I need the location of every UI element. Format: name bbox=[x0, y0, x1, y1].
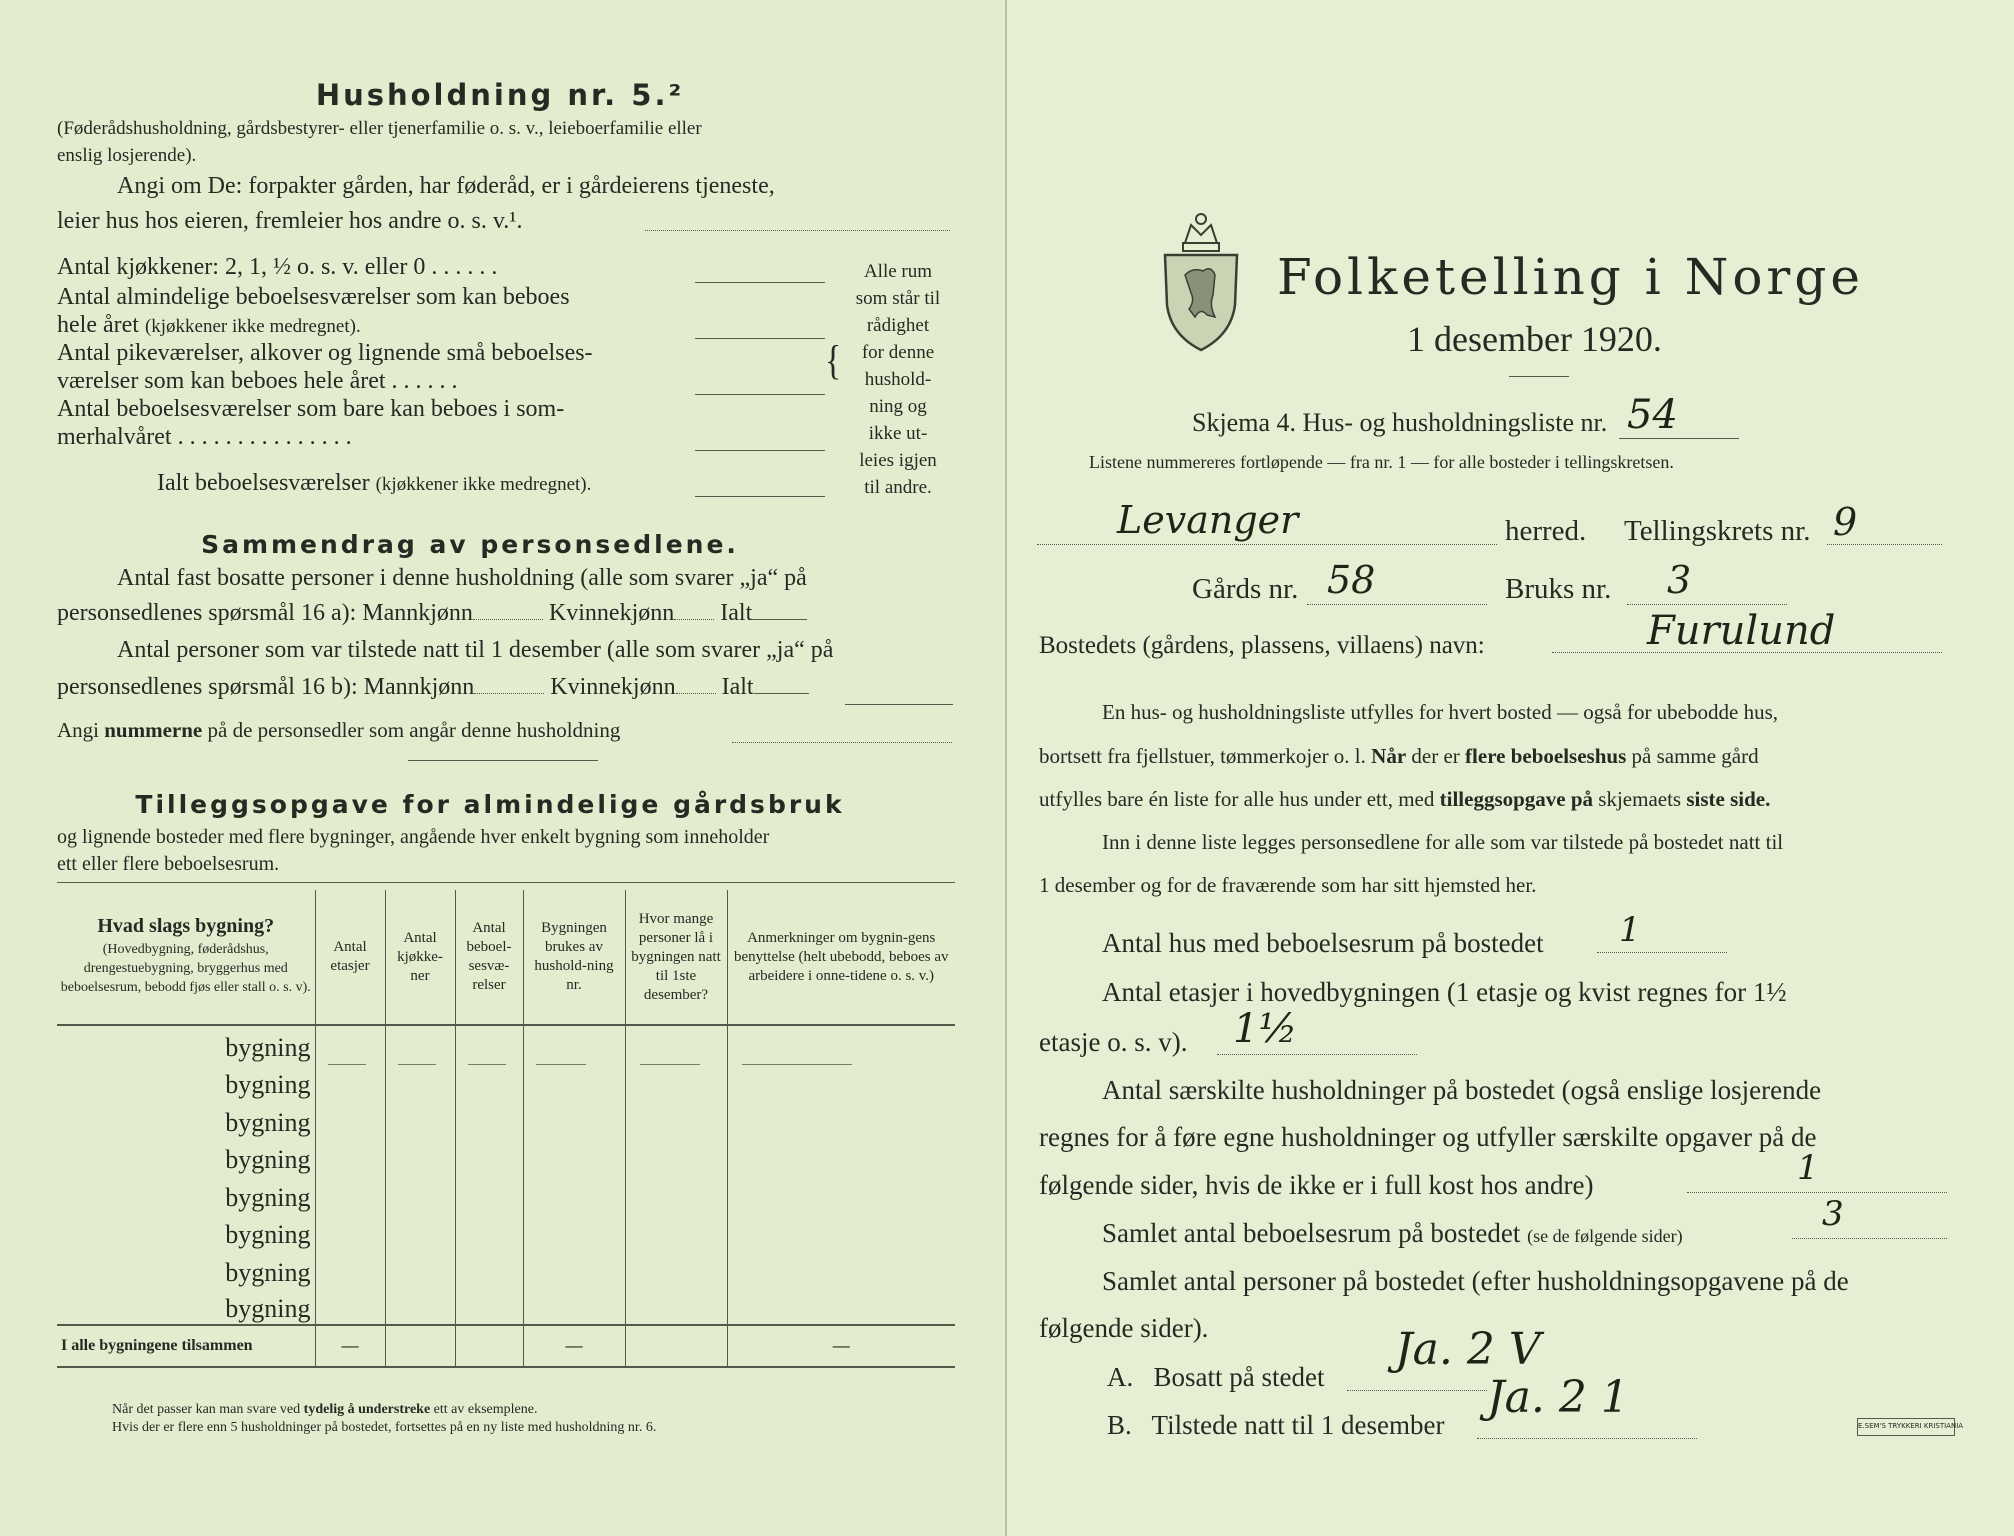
instr-3b: tilleggsopgave på bbox=[1439, 787, 1594, 811]
col-building-type bbox=[57, 890, 315, 1025]
herred-label: herred. bbox=[1505, 515, 1587, 547]
table-row bbox=[57, 1100, 955, 1138]
angi-suffix: på de personsedler som angår denne husholdning bbox=[207, 718, 621, 742]
summary-present-male-label: personsedlenes spørsmål 16 b): Mannkjønn bbox=[57, 674, 475, 700]
instr-2d: flere beboelseshus bbox=[1465, 744, 1627, 768]
instr-2a: bortsett fra fjellstuer, tømmerkojer o. l. bbox=[1039, 744, 1366, 768]
side-note-line: rådighet bbox=[866, 315, 930, 336]
col-building-type-note: (Hovedbygning, føderådshus, drengestuebygning, bryggerhus med beboelsesrum, bebodd fjøs eller stall o. s. v). bbox=[60, 942, 311, 995]
floors-label-1: Antal etasjer i hovedbygningen (1 etasje og kvist regnes for 1½ bbox=[1102, 977, 1787, 1007]
building-row-label: bygning bbox=[57, 1063, 315, 1101]
side-note-line: Alle rum bbox=[863, 261, 933, 282]
rooms-small-answer-line bbox=[695, 394, 825, 395]
side-note bbox=[848, 258, 948, 501]
present-letter: B. bbox=[1107, 1410, 1132, 1440]
bosted-label: Bostedets (gårdens, plassens, villaens) navn: bbox=[1039, 632, 1485, 659]
kitchen-answer-line bbox=[695, 282, 825, 283]
col-building-type-title: Hvad slags bygning? bbox=[97, 915, 275, 937]
households-label-3: følgende sider, hvis de ikke er i full kost hos andre) bbox=[1039, 1170, 1594, 1200]
table-top-rule bbox=[57, 882, 955, 883]
bruks-value: 3 bbox=[1667, 558, 1692, 602]
total-rooms-answer-line bbox=[695, 496, 825, 497]
building-table bbox=[57, 890, 955, 1368]
side-note-line: leies igjen bbox=[859, 450, 937, 471]
summary-present-double-line bbox=[845, 704, 953, 705]
summary-present-total-label: Ialt bbox=[721, 674, 754, 700]
footnote-2: Hvis der er flere enn 5 husholdninger på bostedet, fortsettes på en ny liste med husholdning nr. 6. bbox=[112, 1420, 657, 1435]
side-note-line: ikke ut- bbox=[868, 423, 928, 444]
household-note-1: (Føderådshusholdning, gårdsbestyrer- eller tjenerfamilie o. s. v., leieboerfamilie eller bbox=[57, 118, 702, 139]
col-remarks: Anmerkninger om bygnin-gens benyttelse (helt ubebodd, beboes av arbeidere i onne-tidene o. s. v.) bbox=[727, 890, 955, 1025]
table-row bbox=[57, 1138, 955, 1176]
tellingskrets-value: 9 bbox=[1833, 500, 1858, 544]
schema-answer-line bbox=[1619, 438, 1739, 439]
footnote-1-bold: tydelig å understreke bbox=[303, 1402, 431, 1417]
summary-resident-female-label: Kvinnekjønn bbox=[548, 600, 675, 626]
cell-line bbox=[398, 1064, 436, 1065]
footnote-1-suffix: ett av eksemplene. bbox=[433, 1402, 538, 1417]
instr-2c: der er bbox=[1411, 744, 1460, 768]
question-tenure-1: Angi om De: forpakter gården, har føderåd, er i gårdeierens tjeneste, bbox=[117, 173, 775, 199]
rooms-ordinary-note: (kjøkkener ikke medregnet). bbox=[144, 316, 361, 337]
rooms-ordinary-answer-line bbox=[695, 338, 825, 339]
col-kitchens: Antal kjøkke-ner bbox=[385, 890, 455, 1025]
table-row bbox=[57, 1250, 955, 1288]
kitchen-count-label: Antal kjøkkener: 2, 1, ½ o. s. v. eller 0 . . . . . . bbox=[57, 254, 498, 280]
bosted-answer-line bbox=[1552, 652, 1942, 653]
footnote-1 bbox=[112, 1402, 537, 1418]
cell-line bbox=[468, 1064, 506, 1065]
instr-3c: skjemaets bbox=[1598, 787, 1682, 811]
floors-label-2: etasje o. s. v). bbox=[1039, 1027, 1188, 1057]
col-floors: Antal etasjer bbox=[315, 890, 385, 1025]
instr-3a: utfylles bare én liste for alle hus under ett, med bbox=[1039, 787, 1435, 811]
total-remarks-dash: — bbox=[727, 1325, 955, 1367]
col-rooms: Antal beboel-sesvæ-relser bbox=[455, 890, 523, 1025]
instruction-line-5: 1 desember og for de fraværende som har sitt hjemsted her. bbox=[1039, 873, 1537, 897]
side-brace: { bbox=[825, 339, 842, 384]
side-note-line: for denne bbox=[861, 342, 935, 363]
present-answer-line bbox=[1477, 1438, 1697, 1439]
instr-2b: Når bbox=[1371, 744, 1407, 768]
total-rooms-place-text: Samlet antal beboelsesrum på bostedet bbox=[1102, 1218, 1521, 1248]
houses-label: Antal hus med beboelsesrum på bostedet bbox=[1102, 928, 1544, 958]
instruction-line-1: En hus- og husholdningsliste utfylles for hvert bosted — også for ubebodde hus, bbox=[1102, 700, 1778, 724]
side-note-line: ning og bbox=[869, 396, 927, 417]
herred-answer-line bbox=[1037, 544, 1497, 545]
total-rooms-place-value: 3 bbox=[1822, 1194, 1844, 1234]
schema-label: Skjema 4. Hus- og husholdningsliste nr. bbox=[1192, 408, 1608, 437]
summary-present-female-label: Kvinnekjønn bbox=[550, 674, 676, 700]
table-row bbox=[57, 1025, 955, 1063]
building-row-label: bygning bbox=[57, 1213, 315, 1251]
rooms-summer-answer-line bbox=[695, 450, 825, 451]
gards-label: Gårds nr. bbox=[1192, 573, 1299, 605]
households-label-1: Antal særskilte husholdninger på bostedet (også enslige losjerende bbox=[1102, 1075, 1822, 1105]
total-rooms-note: (kjøkkener ikke medregnet). bbox=[375, 474, 592, 495]
households-answer-line bbox=[1687, 1192, 1947, 1193]
total-rooms-place-note: (se de følgende sider) bbox=[1527, 1226, 1683, 1246]
printer-stamp bbox=[1857, 1418, 1964, 1436]
rooms-small-label-2: værelser som kan beboes hele året . . . . . . bbox=[57, 368, 458, 394]
herred-value: Levanger bbox=[1117, 498, 1299, 542]
rooms-ordinary-text: hele året bbox=[57, 312, 139, 338]
gards-answer-line bbox=[1307, 604, 1487, 605]
building-row-label: bygning bbox=[57, 1025, 315, 1063]
section-divider bbox=[408, 760, 598, 761]
table-total-row bbox=[57, 1325, 955, 1367]
household-heading: Husholdning nr. 5.² bbox=[315, 78, 685, 112]
instruction-line-2 bbox=[1039, 744, 1759, 769]
right-page bbox=[1007, 0, 2014, 1536]
instr-2e: på samme gård bbox=[1631, 744, 1759, 768]
census-title: Folketelling i Norge bbox=[1277, 248, 1864, 306]
coat-of-arms-icon bbox=[1155, 205, 1247, 353]
total-persons-label-2: følgende sider). bbox=[1039, 1313, 1209, 1343]
cell-line bbox=[640, 1064, 700, 1065]
angi-answer-line bbox=[732, 742, 952, 743]
cell-line bbox=[742, 1064, 852, 1065]
households-label-2: regnes for å føre egne husholdninger og utfyller særskilte opgaver på de bbox=[1039, 1122, 1817, 1152]
summary-resident-2 bbox=[57, 600, 807, 627]
census-date: 1 desember 1920. bbox=[1407, 319, 1662, 359]
floors-value: 1½ bbox=[1233, 1006, 1298, 1052]
summary-resident-total-label: Ialt bbox=[720, 600, 753, 626]
resident-text: Bosatt på stedet bbox=[1153, 1362, 1325, 1392]
floors-answer-line bbox=[1217, 1054, 1417, 1055]
footnote-1-prefix: Når det passer kan man svare ved bbox=[112, 1402, 301, 1417]
schema-value: 54 bbox=[1627, 392, 1678, 438]
supplement-text-1: og lignende bosteder med flere bygninger, angående hver enkelt bygning som inneholder bbox=[57, 826, 770, 848]
houses-answer-line bbox=[1597, 952, 1727, 953]
resident-letter: A. bbox=[1107, 1362, 1134, 1392]
cell-line bbox=[536, 1064, 586, 1065]
total-rooms-label bbox=[157, 470, 591, 497]
total-floors-dash: — bbox=[315, 1325, 385, 1367]
table-row bbox=[57, 1175, 955, 1213]
resident-answer-line bbox=[1347, 1390, 1487, 1391]
building-row-label: bygning bbox=[57, 1138, 315, 1176]
instruction-line-3 bbox=[1039, 787, 1770, 812]
total-row-label: I alle bygningene tilsammen bbox=[57, 1325, 315, 1367]
household-note-2: enslig losjerende). bbox=[57, 145, 197, 166]
rooms-summer-label-1: Antal beboelsesværelser som bare kan beboes i som- bbox=[57, 396, 565, 422]
resident-label bbox=[1107, 1362, 1324, 1393]
resident-value: Ja. 2 V bbox=[1395, 1324, 1541, 1375]
building-row-label: bygning bbox=[57, 1175, 315, 1213]
table-row bbox=[57, 1063, 955, 1101]
cell-line bbox=[328, 1064, 366, 1065]
present-value: Ja. 2 1 bbox=[1487, 1372, 1629, 1423]
building-row-label: bygning bbox=[57, 1100, 315, 1138]
title-divider bbox=[1509, 376, 1569, 377]
numbering-note: Listene nummereres fortløpende — fra nr. 1 — for alle bosteder i tellingskretsen. bbox=[1089, 452, 1674, 472]
side-note-line: til andre. bbox=[864, 477, 932, 498]
tenure-answer-line bbox=[645, 230, 950, 231]
table-header-row bbox=[57, 890, 955, 1025]
total-persons-label-1: Samlet antal personer på bostedet (efter husholdningsopgavene på de bbox=[1102, 1266, 1849, 1296]
question-tenure-2: leier hus hos eieren, fremleier hos andre o. s. v.¹. bbox=[57, 208, 523, 234]
present-text: Tilstede natt til 1 desember bbox=[1151, 1410, 1445, 1440]
rooms-summer-label-2: merhalvåret . . . . . . . . . . . . . . . bbox=[57, 424, 352, 450]
table-row bbox=[57, 1288, 955, 1326]
total-household-dash: — bbox=[523, 1325, 625, 1367]
supplement-heading: Tilleggsopgave for almindelige gårdsbruk bbox=[135, 790, 845, 819]
summary-resident-1: Antal fast bosatte personer i denne husholdning (alle som svarer „ja“ på bbox=[117, 565, 807, 591]
rooms-ordinary-label-1: Antal almindelige beboelsesværelser som kan beboes bbox=[57, 284, 570, 310]
summary-present-1: Antal personer som var tilstede natt til 1 desember (alle som svarer „ja“ på bbox=[117, 637, 834, 663]
angi-prefix: Angi bbox=[57, 718, 99, 742]
summary-present-2 bbox=[57, 674, 809, 701]
summary-resident-male-label: personsedlenes spørsmål 16 a): Mannkjønn bbox=[57, 600, 473, 626]
col-household-nr: Bygningen brukes av hushold-ning nr. bbox=[523, 890, 625, 1025]
households-value: 1 bbox=[1797, 1148, 1819, 1188]
present-label bbox=[1107, 1410, 1445, 1441]
instr-3d: siste side. bbox=[1686, 787, 1771, 811]
rooms-ordinary-label-2 bbox=[57, 312, 361, 339]
tellingskrets-answer-line bbox=[1827, 544, 1942, 545]
table-row bbox=[57, 1213, 955, 1251]
tellingskrets-label: Tellingskrets nr. bbox=[1624, 515, 1811, 547]
houses-value: 1 bbox=[1619, 910, 1641, 950]
col-persons: Hvor mange personer lå i bygningen natt til 1ste desember? bbox=[625, 890, 727, 1025]
building-row-label: bygning bbox=[57, 1250, 315, 1288]
side-note-line: som står til bbox=[855, 288, 941, 309]
printer-stamp-text: E.SEM'S TRYKKERI KRISTIANIA bbox=[1858, 1422, 1964, 1430]
instruction-line-4: Inn i denne liste legges personsedlene for alle som var tilstede på bostedet natt til bbox=[1102, 830, 1784, 854]
angi-numbers-label bbox=[57, 718, 620, 743]
total-rooms-place-answer-line bbox=[1792, 1238, 1947, 1239]
gards-value: 58 bbox=[1327, 558, 1376, 602]
summary-heading: Sammendrag av personsedlene. bbox=[201, 530, 739, 559]
total-rooms-text: Ialt beboelsesværelser bbox=[157, 470, 370, 496]
supplement-text-2: ett eller flere beboelsesrum. bbox=[57, 853, 280, 875]
bruks-label: Bruks nr. bbox=[1505, 573, 1612, 605]
angi-bold: nummerne bbox=[104, 718, 203, 742]
building-row-label: bygning bbox=[57, 1288, 315, 1326]
bosted-value: Furulund bbox=[1647, 608, 1836, 654]
total-rooms-place-label bbox=[1102, 1218, 1683, 1249]
bruks-answer-line bbox=[1627, 604, 1787, 605]
side-note-line: hushold- bbox=[864, 369, 932, 390]
rooms-small-label-1: Antal pikeværelser, alkover og lignende små beboelses- bbox=[57, 340, 593, 366]
